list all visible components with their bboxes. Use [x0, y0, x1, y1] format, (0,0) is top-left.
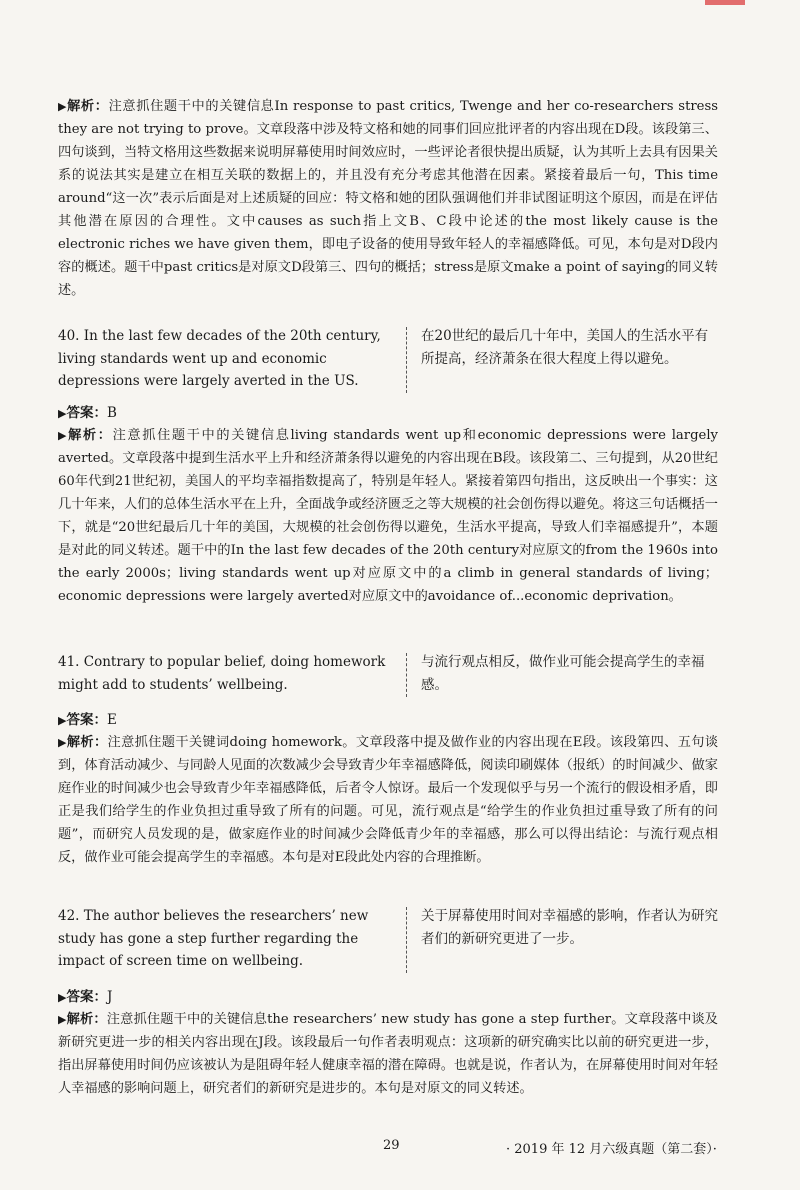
- analysis-text: 注意抓住题干中的关键信息In response to past critics, Twenge and her co-researchers stress they are not trying to prove。文章段落中涉及特文格和她的同事们回应批评者的内容出现在D段。该段第三、四句谈到，当特文格用这些数据来说明屏幕使用时间效应时，一些评论者很快提出质疑，认为其听上去具有因果关系的说法其实是建立在相互关联的数据上的，并且没有充分考虑其他潜在因素。紧接着最后一句，This time around“这一次”表示后面是对上述质疑的回应：特文格和她的团队强调他们并非试图证明这个原因，而是在评估其他潜在原因的合理性。文中causes as such指上文B、C段中论述的the most likely cause is the electronic riches we have given them，即电子设备的使用导致年轻人的幸福感降低。可见，本句是对D段内容的概述。题干中past critics是对原文D段第三、四句的概括；stress是原文make a point of saying的同义转述。: [58, 99, 719, 298]
- answer-label: 答案：: [66, 712, 107, 728]
- answer-40: [58, 403, 117, 424]
- page-edge-mark: [705, 0, 745, 5]
- question-40: [58, 325, 718, 395]
- exam-title: · 2019 年 12 月六级真题（第二套）·: [506, 1142, 717, 1157]
- triangle-marker-icon: ▶: [58, 407, 67, 420]
- analysis-41: [58, 731, 718, 869]
- answer-41: [58, 710, 117, 731]
- dashed-divider: [406, 327, 407, 393]
- triangle-marker-icon: ▶: [58, 100, 68, 113]
- answer-value: E: [106, 712, 117, 728]
- analysis-text: 注意抓住题干中的关键信息living standards went up和economic depressions were largely averted。文章段落中提到生活水平上升和经济萧条得以避免的内容出现在B段。该段第二、三句提到，从20世纪60年代到21世纪初，美国人的平均幸福指数提高了，特别是年轻人。紧接着第四句指出，这反映出一个事实：这几十年来，人们的总体生活水平在上升，全面战争或经济匮乏之等大规模的社会创伤得以避免。将这三句话概括一下，就是“20世纪最后几十年的美国，大规模的社会创伤得以避免，生活水平提高，导致人们幸福感提升”，本题是对此的同义转述。题干中的In the last few decades of the 20th century对应原文的from the 1960s into the early 2000s；living standards went up对应原文中的a climb in general standards of living； economic depressions were largely averted对应原文中的avoidance of...economic deprivation。: [58, 428, 718, 604]
- question-41: [58, 651, 718, 699]
- question-chinese: 关于屏幕使用时间对幸福感的影响，作者认为研究者们的新研究更进了一步。: [421, 908, 718, 947]
- answer-42: [58, 987, 112, 1008]
- analysis-text: 注意抓住题干中的关键信息the researchers’ new study has gone a step further。文章段落中谈及新研究更进一步的相关内容出现在J段。该段最后一句作者表明观点：这项新的研究确实比以前的研究更进一步，指出屏幕使用时间仍应该被认为是阻碍年轻人健康幸福的潜在障碍。也就是说，作者认为，在屏幕使用时间对年轻人幸福感的影响问题上，研究者们的新研究是进步的。本句是对原文的同义转述。: [58, 1012, 718, 1096]
- analysis-label: 解析：: [67, 99, 109, 114]
- dashed-divider: [406, 907, 407, 973]
- answer-label: 答案：: [66, 989, 107, 1005]
- answer-label: 答案：: [66, 405, 107, 421]
- triangle-marker-icon: ▶: [58, 714, 67, 727]
- question-english: 40. In the last few decades of the 20th century, living standards went up and economic depressions were largely averted in the US.: [58, 328, 381, 389]
- analysis-text: 注意抓住题干关键词doing homework。文章段落中提及做作业的内容出现在E段。该段第四、五句谈到，体育活动减少、与同龄人见面的次数减少会导致青少年幸福感降低，阅读印刷媒体（报纸）的时间减少、做家庭作业的时间减少也会导致青少年幸福感降低，后者令人惊讶。最后一个发现似乎与另一个流行的假设相矛盾，即正是我们给学生的作业负担过重导致了所有的问题。可见，流行观点是“给学生的作业负担过重导致了所有的问题”，而研究人员发现的是，做家庭作业的时间减少会降低青少年的幸福感，那么可以得出结论：与流行观点相反，做作业可能会提高学生的幸福感。本句是对E段此处内容的合理推断。: [58, 735, 719, 865]
- question-english: 41. Contrary to popular belief, doing homework might add to students’ wellbeing.: [58, 654, 386, 693]
- answer-value: J: [106, 989, 113, 1005]
- question-chinese: 与流行观点相反，做作业可能会提高学生的幸福感。: [421, 654, 705, 693]
- dashed-divider: [406, 653, 407, 697]
- answer-value: B: [106, 405, 117, 421]
- analysis-label: 解析：: [68, 428, 113, 443]
- intro-analysis: [58, 95, 718, 302]
- analysis-40: [58, 424, 718, 608]
- triangle-marker-icon: ▶: [58, 736, 67, 749]
- triangle-marker-icon: ▶: [58, 1013, 67, 1026]
- triangle-marker-icon: ▶: [58, 429, 69, 442]
- analysis-42: [58, 1008, 718, 1100]
- question-chinese: 在20世纪的最后几十年中，美国人的生活水平有所提高，经济萧条在很大程度上得以避免。: [421, 328, 709, 367]
- page-number: 29: [383, 1138, 400, 1153]
- question-english: 42. The author believes the researchers’ new study has gone a step further regarding the impact of screen time on wellbeing.: [58, 908, 369, 969]
- analysis-label: 解析：: [66, 1012, 107, 1027]
- question-42: [58, 905, 718, 975]
- analysis-label: 解析：: [66, 735, 108, 750]
- triangle-marker-icon: ▶: [58, 991, 67, 1004]
